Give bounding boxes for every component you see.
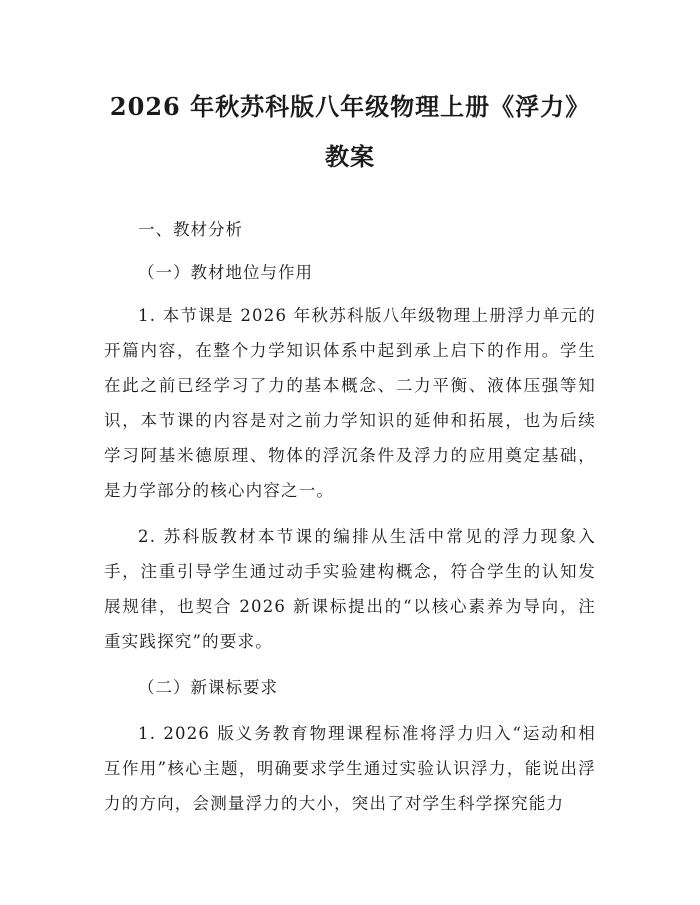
subsection-heading-status-and-role: （一）教材地位与作用 [138,263,313,282]
paragraph-1: 1. 本节课是 2026 年秋苏科版八年级物理上册浮力单元的开篇内容，在整个力学知识体系中起到承上启下的作用。学生在此之前已经学习了力的基本概念、二力平衡、液体压强等知识，本节课的内容是对之前力学知识的延伸和拓展，也为后续学习阿基米德原理、物体的浮沉条件及浮力的应用奠定基础，是力学部分的核心内容之一。 [104,306,596,500]
paragraph-2: 2. 苏科版教材本节课的编排从生活中常见的浮力现象入手，注重引导学生通过动手实验建构概念，符合学生的认知发展规律，也契合 2026 新课标提出的“以核心素养为导向，注重实践探究”的要求。 [104,527,596,651]
document-title: 2026 年秋苏科版八年级物理上册《浮力》教案 [109,92,591,171]
subsection-heading-curriculum-requirements: （二）新课标要求 [138,678,278,697]
paragraph-3: 1. 2026 版义务教育物理课程标准将浮力归入“运动和相互作用”核心主题，明确要求学生通过实验认识浮力，能说出浮力的方向，会测量浮力的大小，突出了对学生科学探究能力 [104,724,596,813]
section-heading-teaching-material-analysis: 一、教材分析 [138,220,243,239]
